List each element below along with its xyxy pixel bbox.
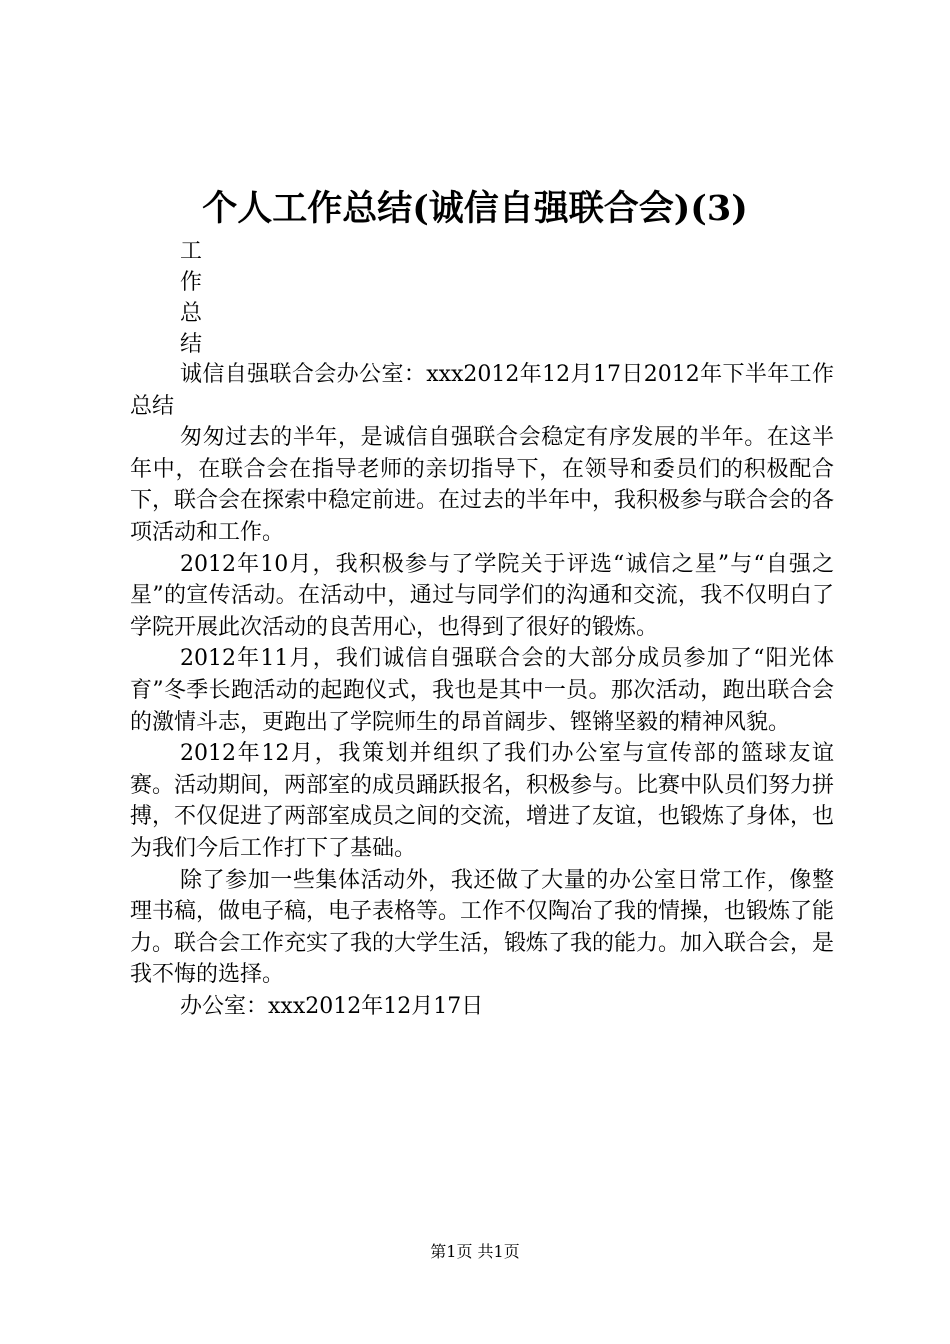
paragraph-header-line: 诚信自强联合会办公室：xxx2012年12月17日2012年下半年工作总结 [130,362,834,419]
paragraph: 2012年11月，我们诚信自强联合会的大部分成员参加了“阳光体育”冬季长跑活动的起跑仪式，我也是其中一员。那次活动，跑出联合会的激情斗志，更跑出了学院师生的昂首阔步、铿锵坚毅的精神风貌。 [130,646,834,735]
vertical-char: 总 [180,301,203,326]
paragraph-signature: 办公室：xxx2012年12月17日 [180,993,484,1019]
paragraph: 除了参加一些集体活动外，我还做了大量的办公室日常工作，像整理书稿，做电子稿，电子表格等。工作不仅陶冶了我的情操，也锻炼了能力。联合会工作充实了我的大学生活，锻炼了我的能力。加入联合会，是我不悔的选择。 [130,867,835,988]
document-title: 个人工作总结(诚信自强联合会)(3) [202,188,748,229]
paragraph: 2012年10月，我积极参与了学院关于评选“诚信之星”与“自强之星”的宣传活动。在活动中，通过与同学们的沟通和交流，我不仅明白了学院开展此次活动的良苦用心，也得到了很好的锻炼。 [130,551,834,640]
vertical-char: 结 [180,332,203,357]
document-body [130,359,834,1022]
page-footer: 第1页 共1页 [430,1242,520,1261]
paragraph: 匆匆过去的半年，是诚信自强联合会稳定有序发展的半年。在这半年中，在联合会在指导老师的亲切指导下，在领导和委员们的积极配合下，联合会在探索中稳定前进。在过去的半年中，我积极参与联合会的各项活动和工作。 [130,425,835,545]
paragraph: 2012年12月，我策划并组织了我们办公室与宣传部的篮球友谊赛。活动期间，两部室的成员踊跃报名，积极参与。比赛中队员们努力拼搏，不仅促进了两部室成员之间的交流，增进了友谊，也锻炼了身体，也为我们今后工作打下了基础。 [130,741,835,861]
vertical-char: 工 [180,239,203,264]
vertical-char: 作 [180,270,203,295]
vertical-heading [180,236,210,360]
